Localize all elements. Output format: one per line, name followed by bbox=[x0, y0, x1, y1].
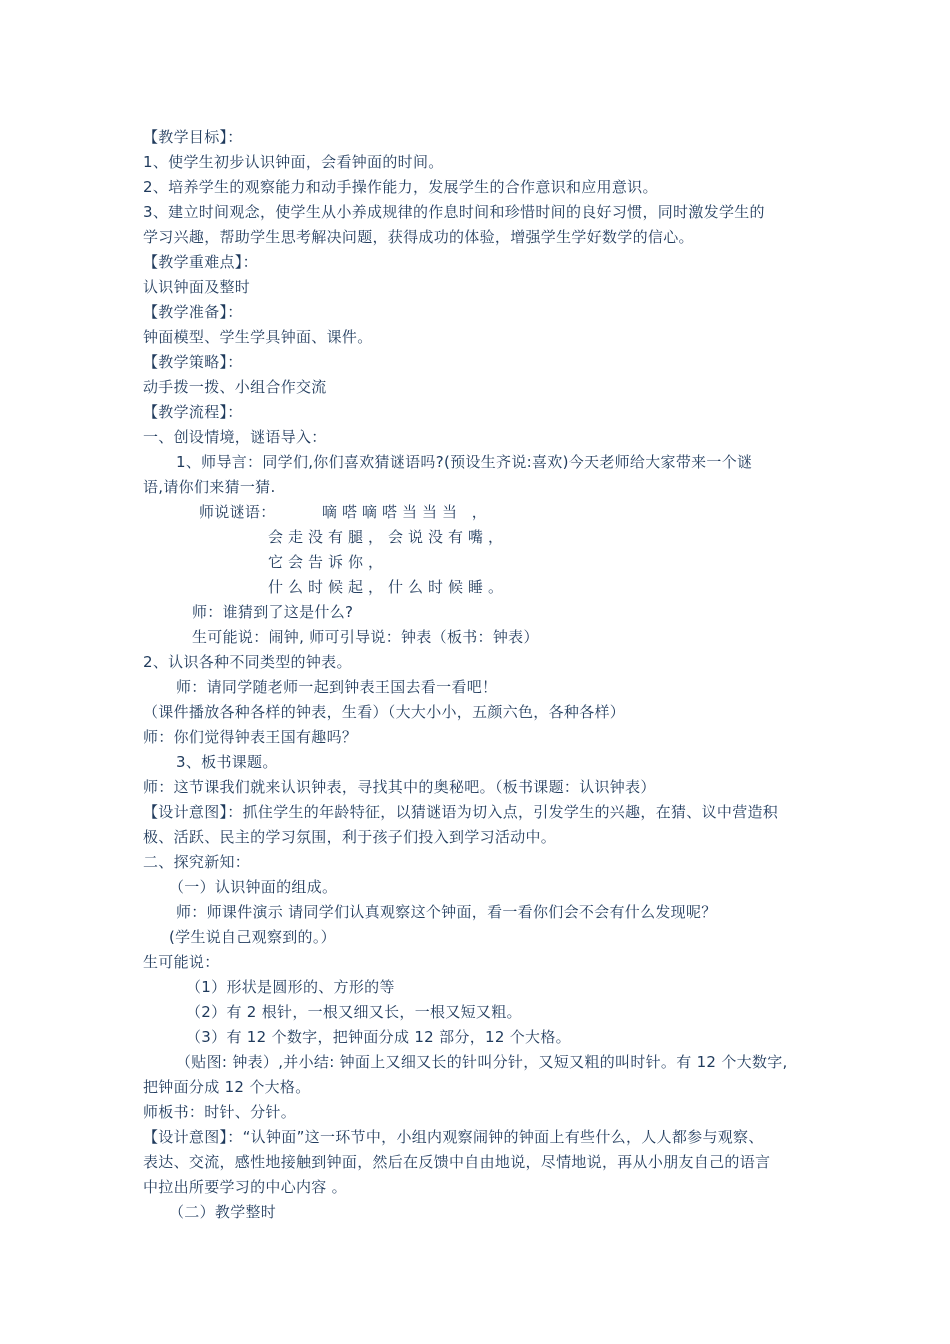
design-intent-2-cont-2: 中拉出所要学习的中心内容 。 bbox=[143, 1178, 347, 1196]
design-intent-1: 【设计意图】：抓住学生的年龄特征，以猜谜语为切入点，引发学生的兴趣，在猜、议中营造积 bbox=[143, 803, 779, 821]
intro-line-1: 1、师导言：同学们,你们喜欢猜谜语吗?(预设生齐说:喜欢)今天老师给大家带来一个谜 bbox=[176, 453, 753, 471]
subsection-2-title: （二）教学整时 bbox=[169, 1203, 277, 1221]
heading-strategy: 【教学策略】： bbox=[143, 353, 243, 371]
goal-line-2: 2、培养学生的观察能力和动手操作能力，发展学生的合作意识和应用意识。 bbox=[143, 178, 658, 196]
finding-2: （2）有 2 根针，一根又细又长，一根又短又粗。 bbox=[186, 1003, 522, 1021]
design-intent-2-cont-1: 表达、交流，感性地接触到钟面，然后在反馈中自由地说，尽情地说，再从小朋友自己的语言 bbox=[143, 1153, 771, 1171]
riddle-line-3: 它会告诉你， bbox=[268, 553, 389, 571]
summary-line: （贴图: 钟表）,并小结: 钟面上又细又长的针叫分针，又短又粗的叫时针。有 12 个大数字, bbox=[176, 1053, 788, 1071]
riddle-line-4: 什么时候起，什么时候睡。 bbox=[268, 578, 509, 596]
design-intent-2: 【设计意图】：“认钟面”这一环节中，小组内观察闹钟的钟面上有些什么，人人都参与观察、 bbox=[143, 1128, 764, 1146]
teacher-question: 师：谁猜到了这是什么? bbox=[192, 603, 354, 621]
step-2-title: 2、认识各种不同类型的钟表。 bbox=[143, 653, 352, 671]
heading-process: 【教学流程】： bbox=[143, 403, 243, 421]
riddle-intro: 师说谜语： bbox=[199, 503, 276, 521]
preparation-text: 钟面模型、学生学具钟面、课件。 bbox=[143, 328, 373, 346]
subsection-1-title: （一）认识钟面的组成。 bbox=[169, 878, 338, 896]
intro-line-1-cont: 语,请你们来猜一猜. bbox=[143, 478, 276, 496]
subsection-1-teacher: 师：师课件演示 请同学们认真观察这个钟面，看一看你们会不会有什么发现呢？ bbox=[176, 903, 717, 921]
riddle-line-1: 嘀嗒嘀嗒当当当 ， bbox=[322, 503, 492, 521]
section-two-title: 二、探究新知： bbox=[143, 853, 251, 871]
finding-3: （3）有 12 个数字，把钟面分成 12 部分，12 个大格。 bbox=[186, 1028, 571, 1046]
riddle-line-2: 会走没有腿，会说没有嘴， bbox=[268, 528, 509, 546]
heading-teaching-goals: 【教学目标】： bbox=[143, 128, 243, 146]
step-2-question: 师：你们觉得钟表王国有趣吗？ bbox=[143, 728, 358, 746]
goal-line-3-cont: 学习兴趣，帮助学生思考解决问题，获得成功的体验，增强学生学好数学的信心。 bbox=[143, 228, 694, 246]
heading-preparation: 【教学准备】： bbox=[143, 303, 243, 321]
goal-line-1: 1、使学生初步认识钟面，会看钟面的时间。 bbox=[143, 153, 444, 171]
step-2-courseware: （课件播放各种各样的钟表，生看）（大大小小，五颜六色，各种各样） bbox=[143, 703, 626, 721]
finding-1: （1）形状是圆形的、方形的等 bbox=[186, 978, 395, 996]
step-2-teacher: 师：请同学随老师一起到钟表王国去看一看吧！ bbox=[176, 678, 498, 696]
goal-line-3: 3、建立时间观念，使学生从小养成规律的作息时间和珍惜时间的良好习惯，同时激发学生的 bbox=[143, 203, 765, 221]
heading-key-points: 【教学重难点】： bbox=[143, 253, 258, 271]
student-answer: 生可能说：闹钟, 师可引导说：钟表（板书：钟表） bbox=[192, 628, 539, 646]
step-3-title: 3、板书课题。 bbox=[176, 753, 278, 771]
subsection-1-students: (学生说自己观察到的。） bbox=[169, 928, 336, 946]
step-3-teacher: 师：这节课我们就来认识钟表，寻找其中的奥秘吧。（板书课题：认识钟表） bbox=[143, 778, 656, 796]
board-writing: 师板书：时针、分针。 bbox=[143, 1103, 297, 1121]
strategy-text: 动手拨一拨、小组合作交流 bbox=[143, 378, 327, 396]
key-points-text: 认识钟面及整时 bbox=[143, 278, 251, 296]
student-may-say: 生可能说： bbox=[143, 953, 220, 971]
summary-line-cont: 把钟面分成 12 个大格。 bbox=[143, 1078, 311, 1096]
section-one-title: 一、创设情境，谜语导入： bbox=[143, 428, 327, 446]
design-intent-1-cont: 极、活跃、民主的学习氛围，利于孩子们投入到学习活动中。 bbox=[143, 828, 557, 846]
